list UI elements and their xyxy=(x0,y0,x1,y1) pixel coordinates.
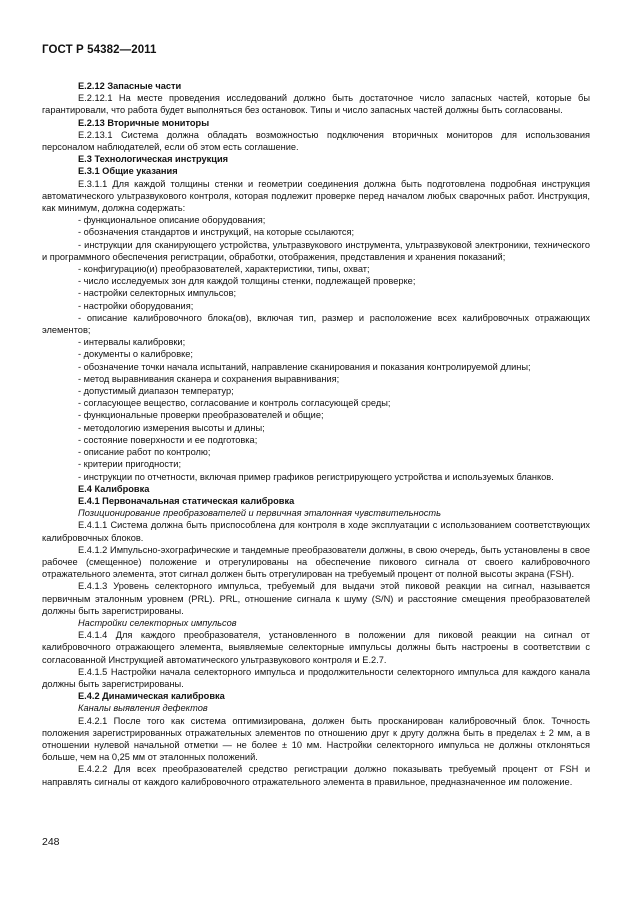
section-heading: Е.4.2 Динамическая калибровка xyxy=(78,691,225,702)
list-item: - конфигурацию(и) преобразователей, характеристики, типы, охват; xyxy=(78,264,370,275)
document-header: ГОСТ Р 54382—2011 xyxy=(42,44,157,56)
list-item: - описание калибровочного блока(ов), включая тип, размер и расположение всех калибровочных отражающих элементов; xyxy=(42,312,590,336)
section-heading: Е.2.12 Запасные части xyxy=(78,81,182,91)
italic-subheading: Настройки селекторных импульсов xyxy=(78,617,237,628)
paragraph: Е.2.12.1 На месте проведения исследований должно быть достаточное число запасных частей, которые бы гарантировали, что работа будет выполняться без остановок. Типы и число запасных частей должны быть согласованы. xyxy=(42,93,590,116)
paragraph: Е.4.2.1 После того как система оптимизирована, должен быть просканирован калибровочный блок. Точность положения зарегистрированных отражательных элементов по отношению друг к другу должна быть в пределах ± 2 мм, а в отношении нулевой начальной отметки — не более ± 10 мм. Настройки селекторного импульса не должны отклоняться больше, чем на 0,25 мм от эталонных положений. xyxy=(42,715,590,763)
list-item: - обозначение точки начала испытаний, направление сканирования и показания контролируемой длины; xyxy=(78,361,531,372)
list-item: - обозначения стандартов и инструкций, на которые ссылаются; xyxy=(78,227,355,238)
section-heading: Е.4 Калибровка xyxy=(78,483,150,494)
document-body xyxy=(42,80,590,788)
page-number: 248 xyxy=(42,836,60,848)
italic-subheading: Каналы выявления дефектов xyxy=(78,703,208,714)
list-item: - описание работ по контролю; xyxy=(78,447,211,458)
list-item: - инструкции для сканирующего устройства, ультразвукового инструмента, ультразвуковой электроники, технического и программного обеспечения регистрации, обработки, отображения, представления и хранения показаний; xyxy=(42,239,590,262)
list-item: - допустимый диапазон температур; xyxy=(78,386,234,397)
list-item: - методологию измерения высоты и длины; xyxy=(78,422,265,433)
paragraph: Е.3.1.1 Для каждой толщины стенки и геометрии соединения должна быть подготовлена подробная инструкция автоматического ультразвукового контроля, которая подлежит проверке перед началом любых сварочных работ. Инструкция, как минимум, должна содержать: xyxy=(42,178,590,214)
section-heading: Е.3.1 Общие указания xyxy=(78,166,178,177)
section-heading: Е.3 Технологическая инструкция xyxy=(78,154,229,165)
list-item: - согласующее вещество, согласование и контроль согласующей среды; xyxy=(78,398,391,409)
paragraph: Е.2.13.1 Система должна обладать возможностью подключения вторичных мониторов для использования персоналом наблюдателей, если об этом есть соглашение. xyxy=(42,129,590,153)
paragraph: Е.4.1.3 Уровень селекторного импульса, требуемый для выдачи этой пиковой реакции на сигнал, называется первичным эталонным уровнем (PRL). PRL, отношение сигнала к шуму (S/N) и расстояние смещения преобразователей должны быть зарегистрированы. xyxy=(42,581,590,616)
list-item: - настройки оборудования; xyxy=(78,300,194,311)
list-item: - интервалы калибровки; xyxy=(78,337,186,348)
paragraph: Е.4.1.5 Настройки начала селекторного импульса и продолжительности селекторного импульса для каждого канала должны быть зарегистрированы. xyxy=(42,666,590,689)
list-item: - инструкции по отчетности, включая пример графиков регистрирующего устройства и используемых бланков. xyxy=(78,471,554,482)
list-item: - настройки селекторных импульсов; xyxy=(78,288,237,299)
paragraph: Е.4.1.1 Система должна быть приспособлена для контроля в ходе эксплуатации с использованием соответствующих калибровочных блоков. xyxy=(42,520,590,543)
list-item: - метод выравнивания сканера и сохранения выравнивания; xyxy=(78,373,340,384)
section-heading: Е.2.13 Вторичные мониторы xyxy=(78,117,210,128)
paragraph: Е.4.1.4 Для каждого преобразователя, установленного в положении для пиковой реакции на сигнал от калибровочного отражающего элемента, выявляемые селекторные импульсы должны быть настроены в соответствии с согласованной Инструкцией автоматического ультразвукового контроля и Е.2.7. xyxy=(42,630,590,665)
list-item: - критерии пригодности; xyxy=(78,459,182,470)
list-item: - документы о калибровке; xyxy=(78,349,193,360)
italic-subheading: Позиционирование преобразователей и первичная эталонная чувствительность xyxy=(78,508,441,519)
paragraph: Е.4.1.2 Импульсно-эхографические и тандемные преобразователи должны, в свою очередь, быть установлены в свое рабочее (смещенное) положение и отрегулированы на обеспечение пикового сигнала от своего калибровочного отражательного элемента, этот сигнал должен быть отрегулирован на требуемый процент от полной высоты экрана (FSH). xyxy=(42,544,590,580)
list-item: - число исследуемых зон для каждой толщины стенки, подлежащей проверке; xyxy=(78,276,416,287)
section-heading: Е.4.1 Первоначальная статическая калибровка xyxy=(78,495,295,506)
list-item: - функциональное описание оборудования; xyxy=(78,215,266,226)
paragraph: Е.4.2.2 Для всех преобразователей средство регистрации должно показывать требуемый процент от FSH и направлять сигналы от каждого калибровочного отражательного элемента в правильное, предназначенное им положение. xyxy=(42,764,590,787)
list-item: - состояние поверхности и ее подготовка; xyxy=(78,434,258,445)
list-item: - функциональные проверки преобразователей и общие; xyxy=(78,410,324,421)
